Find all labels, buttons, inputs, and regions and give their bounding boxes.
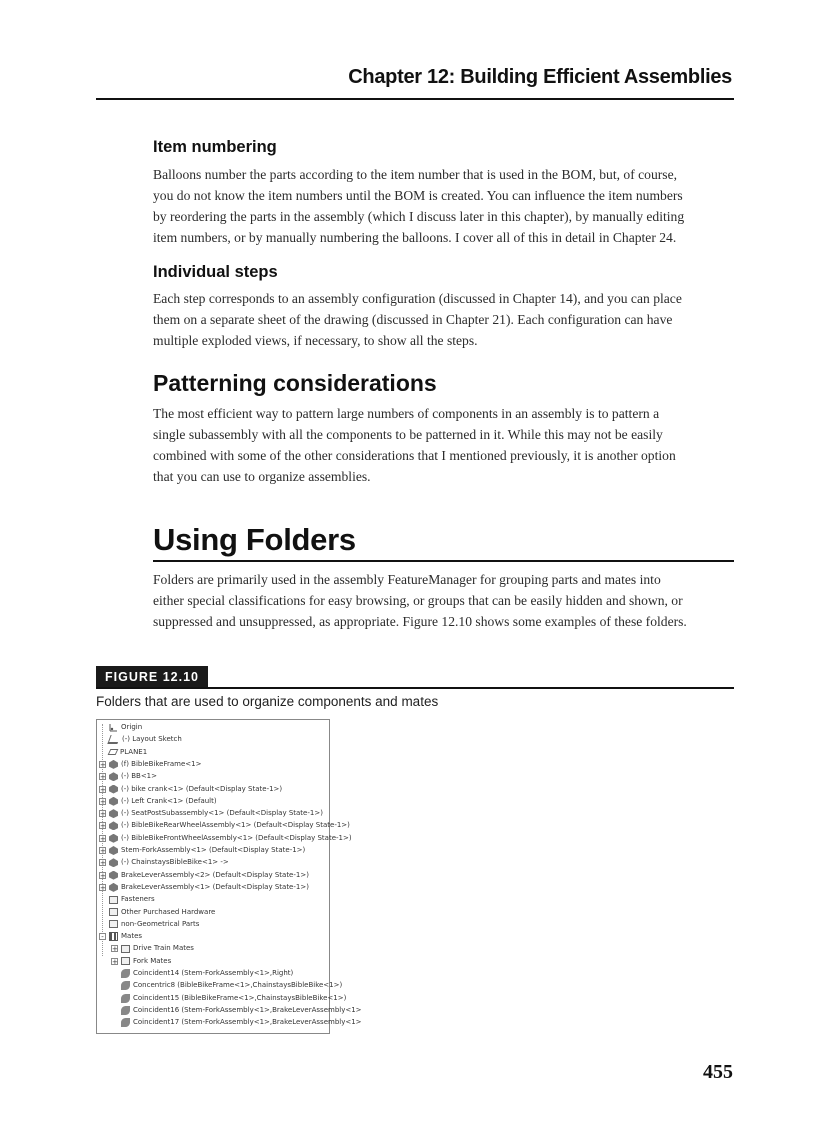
paragraph-individual-steps [153, 288, 743, 351]
tree-item[interactable] [99, 771, 157, 782]
tree-item-label: Fasteners [121, 895, 155, 904]
tree-item[interactable] [99, 870, 309, 881]
part-icon [109, 772, 118, 781]
folder-icon [109, 908, 118, 916]
tree-item[interactable] [99, 857, 229, 868]
folder-icon [109, 920, 118, 928]
paragraph-patterning [153, 403, 743, 487]
tree-item-label: Concentric8 (BibleBikeFrame<1>,ChainstaysBibleBike<1>) [133, 981, 343, 990]
tree-item[interactable] [99, 882, 309, 893]
text-line: either special classifications for easy browsing, or groups that can be easily hidden and shown, or [153, 593, 683, 608]
mates-icon [109, 932, 118, 941]
tree-item-label: (-) BB<1> [121, 772, 158, 781]
expand-icon[interactable]: + [100, 797, 106, 806]
part-icon [109, 809, 118, 818]
folder-icon [109, 896, 118, 904]
text-line: item numbers, or by manually numbering the balloons. I cover all of this in detail in Chapter 24. [153, 230, 677, 245]
figure-caption: Folders that are used to organize components and mates [96, 694, 439, 709]
expand-icon[interactable]: + [100, 834, 106, 843]
heading-using-folders: Using Folders [153, 522, 356, 557]
section-rule [153, 560, 734, 562]
expand-icon[interactable]: + [100, 871, 106, 880]
expand-icon[interactable]: + [100, 785, 106, 794]
tree-item-label: BrakeLeverAssembly<2> (Default<Display State-1>) [121, 870, 309, 879]
tree-item[interactable] [99, 808, 323, 819]
part-icon [109, 846, 118, 855]
tree-item-label: Stem-ForkAssembly<1> (Default<Display State-1>) [121, 846, 306, 854]
tree-item-label: non-Geometrical Parts [121, 919, 200, 928]
expand-icon[interactable]: + [100, 883, 106, 892]
tree-item[interactable] [111, 1017, 362, 1028]
tree-item-label: Mates [121, 932, 143, 941]
text-line: multiple exploded views, if necessary, to show all the steps. [153, 333, 478, 348]
tree-item[interactable] [99, 796, 217, 807]
plane-icon [108, 749, 119, 755]
text-line: Folders are primarily used in the assembly FeatureManager for grouping parts and mates into [153, 572, 661, 587]
featuremanager-tree[interactable] [96, 719, 362, 1034]
text-line: combined with some of the other considerations that I mentioned previously, it is another option [153, 448, 676, 463]
tree-item[interactable] [99, 759, 201, 770]
tree-item[interactable] [99, 722, 142, 733]
mate-icon [121, 994, 130, 1003]
text-line: by reordering the parts in the assembly (which I discuss later in this chapter), by manually editing [153, 209, 685, 224]
page-number: 455 [703, 1061, 733, 1083]
origin-icon [109, 723, 118, 732]
text-line: Balloons number the parts according to the item number that is used in the BOM, but, of course, [153, 167, 678, 182]
header-rule [96, 98, 734, 100]
expand-icon[interactable]: + [100, 847, 106, 855]
heading-individual-steps: Individual steps [153, 263, 278, 281]
tree-item[interactable] [99, 734, 182, 745]
tree-item[interactable] [111, 968, 293, 979]
tree-item-label: Coincident16 (Stem-ForkAssembly<1>,BrakeLeverAssembly<1> [133, 1005, 362, 1014]
mate-icon [121, 1006, 130, 1015]
paragraph-using-folders [153, 569, 743, 632]
text-line: Each step corresponds to an assembly configuration (discussed in Chapter 14), and you can place [153, 291, 682, 306]
folder-icon [121, 945, 130, 953]
part-icon [109, 760, 118, 769]
tree-item-label: (-) Layout Sketch [122, 735, 182, 744]
tree-item-label: (-) bike crank<1> (Default<Display State-1>) [121, 784, 283, 793]
tree-item-label: Other Purchased Hardware [121, 907, 216, 916]
tree-item-label: Origin [121, 723, 143, 731]
part-icon [109, 785, 118, 794]
tree-item[interactable] [99, 747, 147, 758]
tree-item-label: Coincident17 (Stem-ForkAssembly<1>,BrakeLeverAssembly<1> [133, 1018, 362, 1027]
tree-item[interactable] [111, 980, 342, 991]
running-header: Chapter 12: Building Efficient Assemblies [348, 66, 732, 88]
tree-item-label: Coincident14 (Stem-ForkAssembly<1>,Right) [133, 969, 294, 977]
tree-item[interactable] [99, 845, 305, 856]
tree-item[interactable] [99, 784, 282, 795]
expand-icon[interactable]: + [112, 945, 118, 954]
tree-item[interactable] [111, 1005, 362, 1016]
part-icon [109, 797, 118, 806]
tree-item-label: BrakeLeverAssembly<1> (Default<Display State-1>) [121, 882, 309, 891]
paragraph-item-numbering [153, 164, 743, 248]
expand-icon[interactable]: + [100, 810, 106, 819]
part-icon [109, 834, 118, 843]
tree-item-label: (-) Left Crank<1> (Default) [121, 796, 217, 805]
tree-item-label: Coincident15 (BibleBikeFrame<1>,ChainstaysBibleBike<1>) [133, 993, 347, 1002]
part-icon [109, 858, 118, 867]
collapse-icon[interactable]: - [99, 933, 106, 940]
text-line: single subassembly with all the components to be patterned in it. While this may not be easily [153, 427, 663, 442]
tree-item[interactable] [111, 943, 194, 954]
tree-item[interactable] [99, 919, 199, 930]
tree-item-label: Fork Mates [133, 956, 172, 965]
figure-label: FIGURE 12.10 [96, 666, 208, 688]
tree-item-label: (f) BibleBikeFrame<1> [121, 759, 202, 768]
text-line: you do not know the item numbers until the BOM is created. You can influence the item numbers [153, 188, 683, 203]
tree-item-label: (-) ChainstaysBibleBike<1> -> [121, 858, 229, 867]
expand-icon[interactable]: + [100, 760, 106, 769]
tree-item[interactable] [99, 894, 155, 905]
text-line: suppressed and unsuppressed, as appropriate. Figure 12.10 shows some examples of these folders. [153, 614, 687, 629]
text-line: that you can use to organize assemblies. [153, 469, 371, 484]
tree-item-label: Drive Train Mates [133, 944, 194, 953]
mate-icon [121, 1018, 130, 1027]
tree-item-label: (-) BibleBikeRearWheelAssembly<1> (Default<Display State-1>) [121, 821, 350, 830]
sketch-icon [107, 735, 120, 744]
heading-item-numbering: Item numbering [153, 138, 277, 156]
tree-item-label: PLANE1 [120, 747, 148, 756]
expand-icon[interactable]: + [100, 822, 106, 831]
text-line: them on a separate sheet of the drawing (discussed in Chapter 21). Each configuration can have [153, 312, 673, 327]
tree-item[interactable] [111, 956, 171, 967]
expand-icon[interactable]: + [112, 957, 118, 966]
tree-item-label: (-) BibleBikeFrontWheelAssembly<1> (Default<Display State-1>) [121, 833, 352, 842]
tree-item[interactable] [99, 820, 350, 831]
mate-icon [121, 969, 130, 978]
expand-icon[interactable]: + [100, 859, 106, 868]
mate-icon [121, 981, 130, 990]
tree-item[interactable] [99, 907, 215, 918]
expand-icon[interactable]: + [100, 773, 106, 782]
part-icon [109, 821, 118, 830]
part-icon [109, 871, 118, 880]
tree-item-label: (-) SeatPostSubassembly<1> (Default<Display State-1>) [121, 809, 323, 818]
tree-item[interactable] [99, 833, 352, 844]
heading-patterning: Patterning considerations [153, 370, 437, 396]
folder-icon [121, 957, 130, 965]
figure-rule [96, 687, 734, 689]
tree-item[interactable] [99, 931, 142, 942]
text-line: The most efficient way to pattern large numbers of components in an assembly is to pattern a [153, 406, 660, 421]
tree-item[interactable] [111, 993, 346, 1004]
part-icon [109, 883, 118, 892]
